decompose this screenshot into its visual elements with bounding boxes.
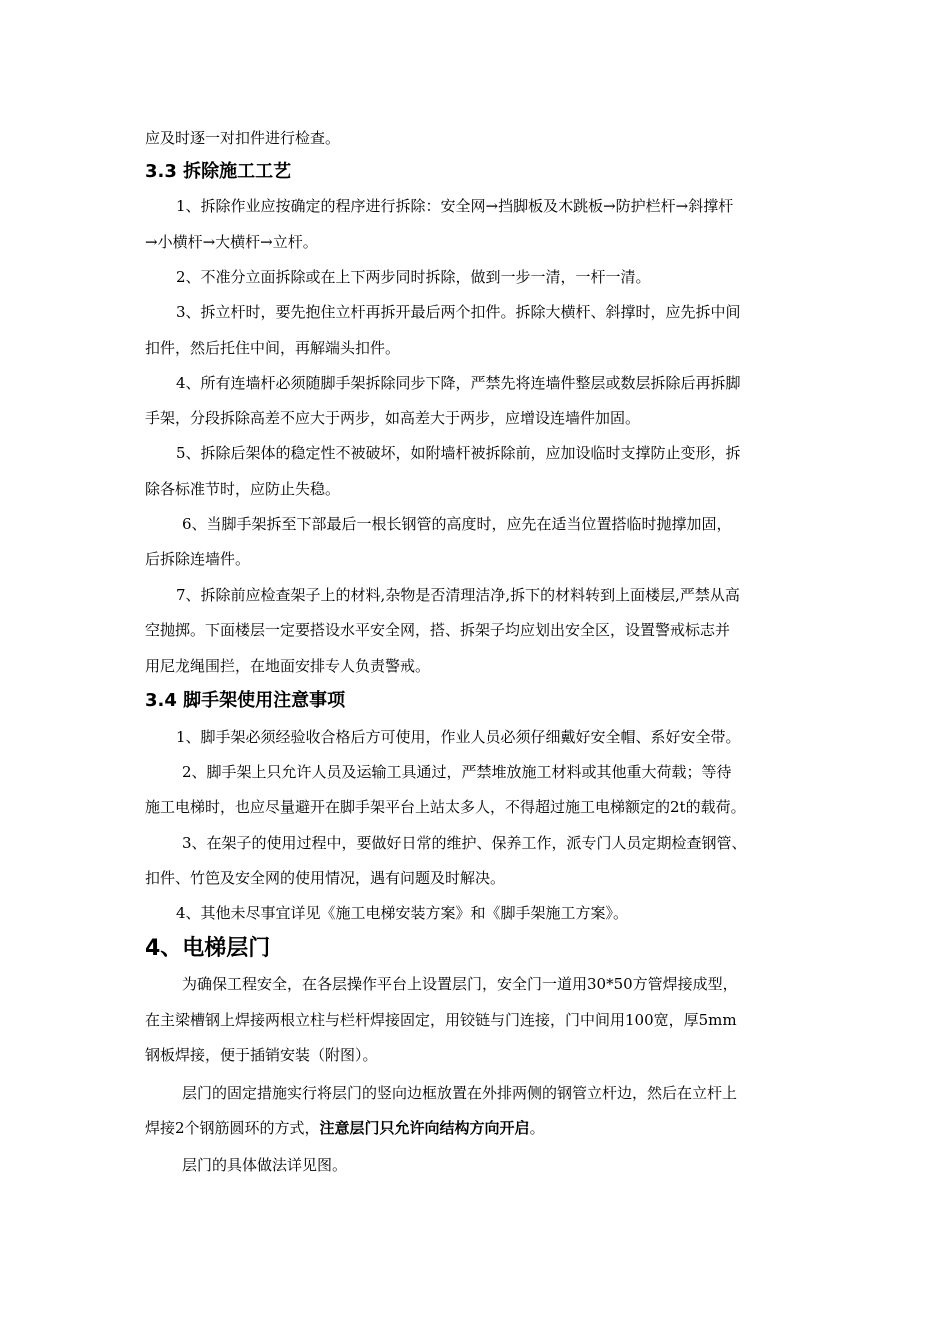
section-3-3-heading: 3.3 拆除施工工艺 bbox=[145, 161, 292, 182]
s4-p2-line2 bbox=[145, 1118, 545, 1138]
s33-p7-line2: 空抛掷。下面楼层一定要搭设水平安全网，搭、拆架子均应划出安全区，设置警戒标志并 bbox=[145, 621, 731, 639]
s33-p4-line1: 4、所有连墙杆必须随脚手架拆除同步下降，严禁先将连墙件整层或数层拆除后再拆脚 bbox=[176, 374, 741, 392]
s34-p4-line1: 4、其他未尽事宜详见《施工电梯安装方案》和《脚手架施工方案》。 bbox=[176, 904, 629, 922]
s33-p3-line2: 扣件，然后托住中间，再解端头扣件。 bbox=[145, 339, 401, 357]
s33-p1-line2: →小横杆→大横杆→立杆。 bbox=[145, 233, 318, 251]
s33-p1-line1: 1、拆除作业应按确定的程序进行拆除：安全网→挡脚板及木跳板→防护栏杆→斜撑杆 bbox=[176, 197, 734, 215]
s4-p2-line2-text: 焊接2个钢筋圆环的方式， bbox=[145, 1119, 320, 1137]
s4-p1-line3: 钢板焊接，便于插销安装（附图）。 bbox=[145, 1046, 378, 1064]
s34-p2-line2: 施工电梯时，也应尽量避开在脚手架平台上站太多人，不得超过施工电梯额定的2t的载荷。 bbox=[145, 798, 746, 816]
s33-p4-line2: 手架，分段拆除高差不应大于两步，如高差大于两步，应增设连墙件加固。 bbox=[145, 409, 641, 427]
s4-p1-line1: 为确保工程安全，在各层操作平台上设置层门，安全门一道用30*50方管焊接成型， bbox=[182, 975, 738, 993]
s33-p2-line1: 2、不准分立面拆除或在上下两步同时拆除，做到一步一清，一杆一清。 bbox=[176, 268, 651, 286]
section-4-heading: 4、电梯层门 bbox=[145, 936, 271, 961]
s33-p7-line1: 7、拆除前应检查架子上的材料,杂物是否清理洁净,拆下的材料转到上面楼层,严禁从高 bbox=[176, 586, 740, 604]
s4-p3-line1: 层门的具体做法详见图。 bbox=[182, 1156, 348, 1174]
s4-p2-line1: 层门的固定措施实行将层门的竖向边框放置在外排两侧的钢管立杆边，然后在立杆上 bbox=[182, 1084, 738, 1102]
s34-p3-line2: 扣件、竹笆及安全网的使用情况，遇有问题及时解决。 bbox=[145, 869, 506, 887]
s33-p6-line2: 后拆除连墙件。 bbox=[145, 550, 251, 568]
s34-p3-line1: 3、在架子的使用过程中，要做好日常的维护、保养工作，派专门人员定期检查钢管、 bbox=[182, 834, 747, 852]
s33-p5-line2: 除各标准节时，应防止失稳。 bbox=[145, 480, 341, 498]
s33-p5-line1: 5、拆除后架体的稳定性不被破坏，如附墙杆被拆除前，应加设临时支撑防止变形，拆 bbox=[176, 444, 741, 462]
s33-p6-line1: 6、当脚手架拆至下部最后一根长钢管的高度时，应先在适当位置搭临时抛撑加固， bbox=[182, 515, 732, 533]
intro-line: 应及时逐一对扣件进行检查。 bbox=[145, 129, 341, 147]
s33-p3-line1: 3、拆立杆时，要先抱住立杆再拆开最后两个扣件。拆除大横杆、斜撑时，应先拆中间 bbox=[176, 303, 741, 321]
s33-p7-line3: 用尼龙绳围拦，在地面安排专人负责警戒。 bbox=[145, 657, 431, 675]
s34-p1-line1: 1、脚手架必须经验收合格后方可使用，作业人员必须仔细戴好安全帽、系好安全带。 bbox=[176, 728, 741, 746]
s34-p2-line1: 2、脚手架上只允许人员及运输工具通过，严禁堆放施工材料或其他重大荷载；等待 bbox=[182, 763, 732, 781]
s4-p1-line2: 在主梁槽钢上焊接两根立柱与栏杆焊接固定，用铰链与门连接，门中间用100宽，厚5mm bbox=[145, 1011, 737, 1029]
s4-p2-emphasis: 注意层门只允许向结构方向开启 bbox=[319, 1119, 530, 1137]
s4-p2-line2-end: 。 bbox=[529, 1119, 545, 1137]
section-3-4-heading: 3.4 脚手架使用注意事项 bbox=[145, 690, 346, 711]
